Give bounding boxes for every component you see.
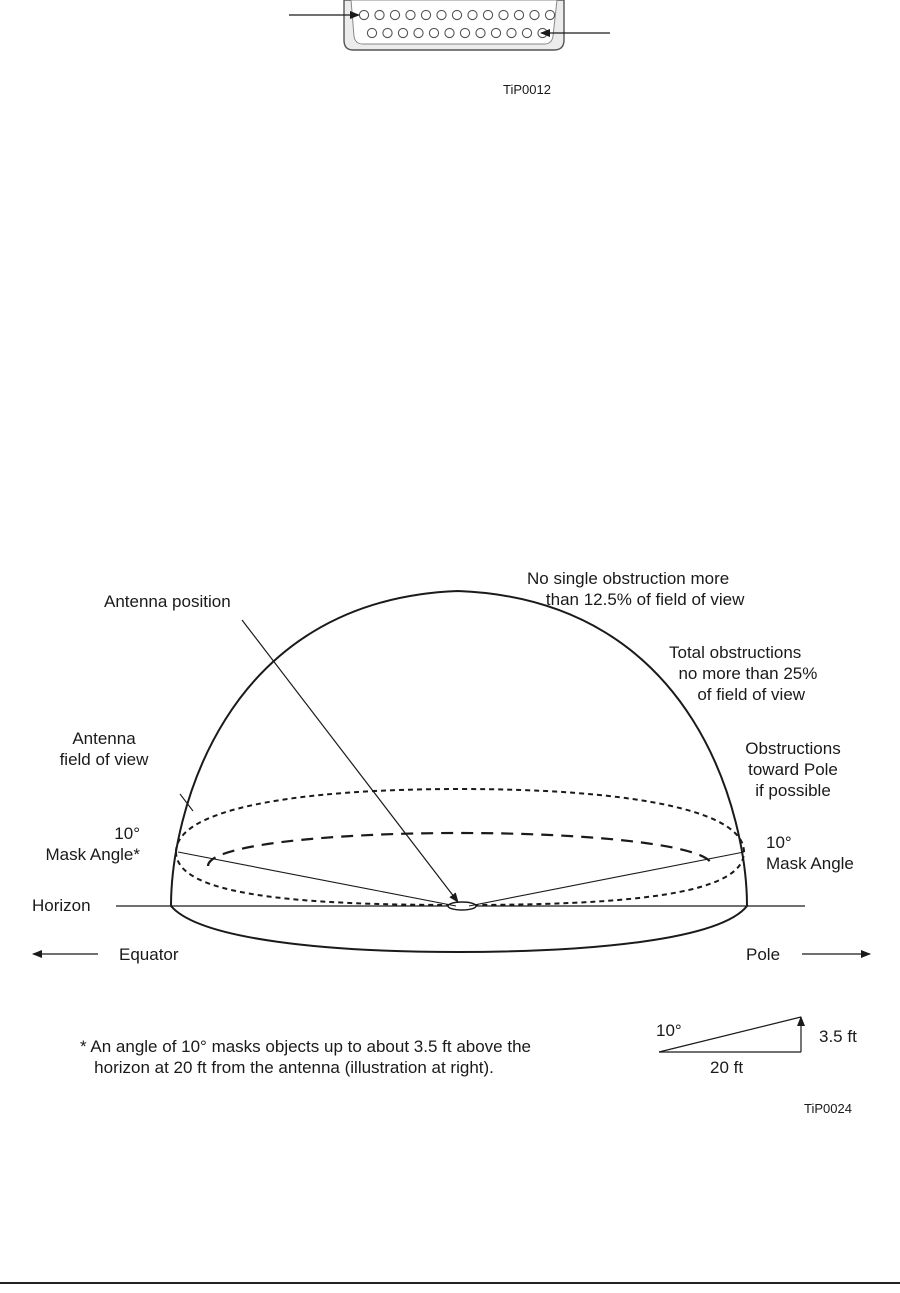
horizon-label: Horizon (32, 896, 91, 915)
connector-pin (406, 10, 415, 19)
triangle-height-label: 3.5 ft (819, 1027, 857, 1046)
connector-pin (359, 10, 368, 19)
antenna-fov-label: Antenna field of view (59, 729, 149, 769)
mask-angle-footnote: * An angle of 10° masks objects up to about 3.5 ft above the horizon at 20 ft from the antenna (illustration at right). (80, 1037, 531, 1077)
connector-pin (445, 28, 454, 37)
connector-pin (452, 10, 461, 19)
connector-pin (375, 10, 384, 19)
single-obstruction-note: No single obstruction more than 12.5% of field of view (527, 569, 745, 609)
field-of-view-dome (171, 591, 747, 952)
triangle-base-label: 20 ft (710, 1058, 744, 1077)
mask-angle-line-right (469, 852, 744, 906)
connector-pin (491, 28, 500, 37)
connector-pin (545, 10, 554, 19)
toward-pole-note: Obstructions toward Pole if possible (745, 739, 841, 800)
connector-pin (390, 10, 399, 19)
connector-pin (468, 10, 477, 19)
dome-figure-id: TiP0024 (804, 1101, 852, 1116)
connector-pin (367, 28, 376, 37)
connector-pin (522, 28, 531, 37)
connector-pin (437, 10, 446, 19)
connector-pin (530, 10, 539, 19)
outer-dashed-ellipse (176, 789, 744, 905)
equator-label: Equator (119, 945, 179, 964)
mask-angle-left-label: 10° Mask Angle* (45, 824, 140, 864)
connector-pin (383, 28, 392, 37)
connector-pin (398, 28, 407, 37)
connector-pin (507, 28, 516, 37)
antenna-position-label: Antenna position (104, 592, 231, 611)
connector-pin (414, 28, 423, 37)
mask-angle-line-left (178, 852, 456, 906)
inner-dashed-ellipse (208, 833, 712, 866)
connector-pin (460, 28, 469, 37)
connector-figure-id: TiP0012 (503, 82, 551, 97)
connector-pin (499, 10, 508, 19)
triangle-angle-label: 10° (656, 1021, 682, 1040)
connector-pin (514, 10, 523, 19)
total-obstructions-note: Total obstructions no more than 25% of field of view (669, 643, 818, 704)
mask-angle-right-label: 10° Mask Angle (766, 833, 854, 873)
connector-pin (421, 10, 430, 19)
d-sub-connector (344, 0, 564, 50)
page-bottom-rule (0, 1282, 900, 1284)
connector-pin (429, 28, 438, 37)
antenna-position-pointer (242, 620, 458, 902)
connector-pin (483, 10, 492, 19)
pole-label: Pole (746, 945, 781, 964)
connector-pin (476, 28, 485, 37)
